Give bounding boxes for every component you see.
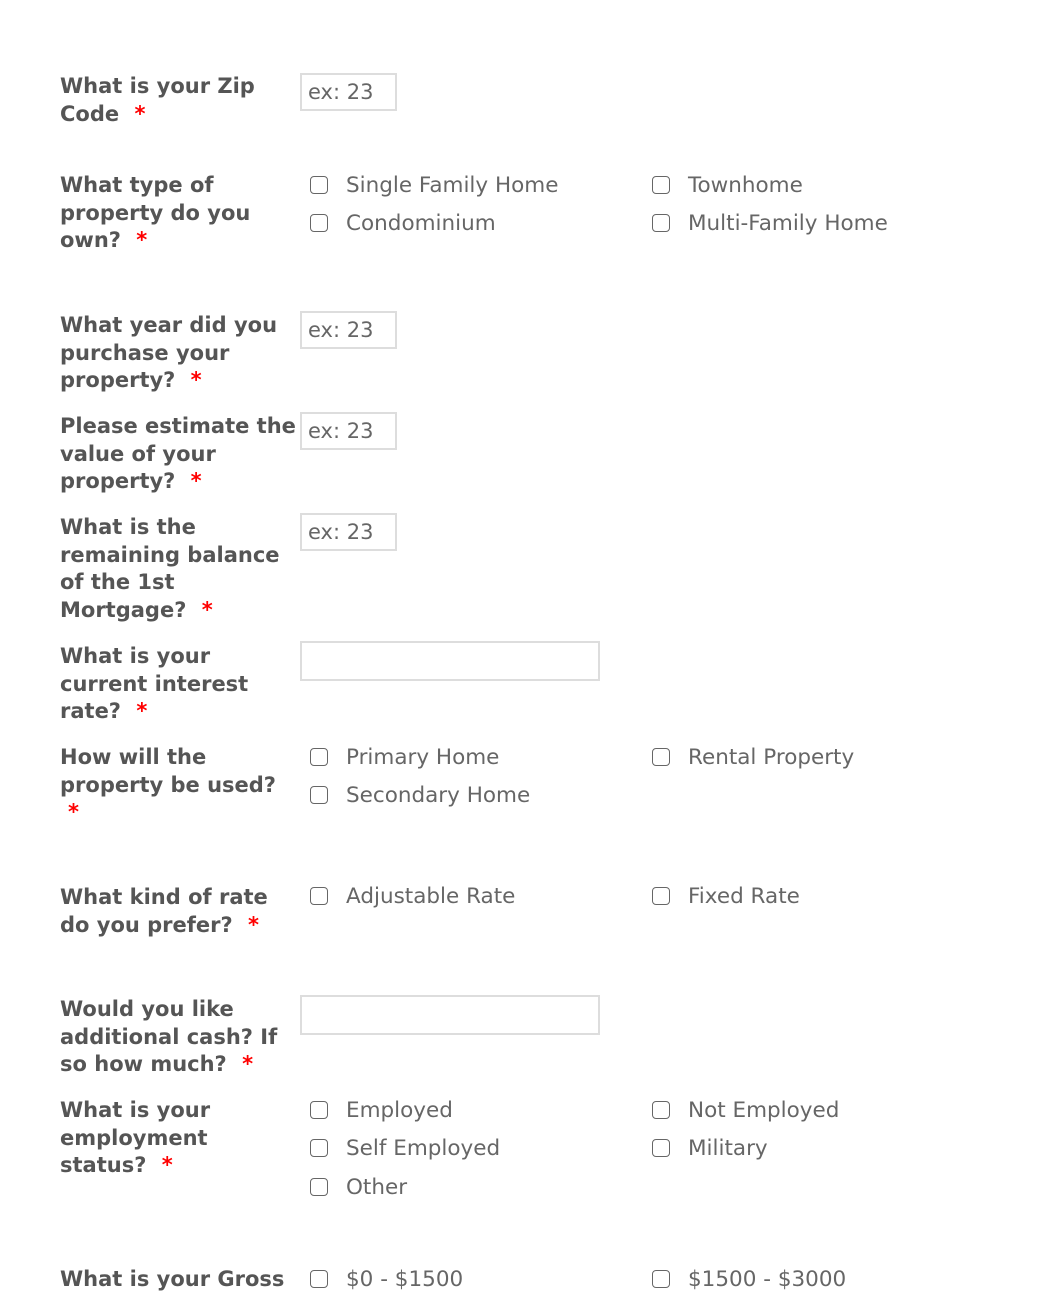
checkbox-option[interactable] (652, 1095, 839, 1125)
checkbox[interactable] (652, 1101, 670, 1119)
checkbox-option[interactable] (310, 881, 515, 911)
label-text: What is your employment status? (60, 1098, 211, 1177)
option-label: $1500 - $3000 (688, 1266, 847, 1292)
option-label: Military (688, 1135, 768, 1161)
checkbox[interactable] (652, 1270, 670, 1288)
label-text: What is your Gross (60, 1267, 285, 1291)
input-placeholder: ex: 23 (308, 80, 374, 104)
label-text: What year did you purchase your property? (60, 313, 278, 392)
option-label: Townhome (688, 172, 803, 198)
option-label: Not Employed (688, 1097, 840, 1123)
question-3-label (60, 413, 300, 496)
required-asterisk: * (248, 912, 259, 937)
checkbox[interactable] (652, 1139, 670, 1157)
label-text: What type of property do you own? (60, 173, 251, 252)
checkbox-option[interactable] (310, 170, 558, 200)
question-6-label (60, 744, 300, 827)
required-asterisk: * (161, 1153, 173, 1177)
checkbox-option[interactable] (310, 208, 496, 238)
option-label: Rental Property (688, 744, 855, 770)
required-asterisk: * (134, 101, 146, 126)
required-asterisk: * (136, 228, 148, 252)
label-text: Please estimate the value of your property? (60, 414, 296, 493)
checkbox-option[interactable] (652, 170, 803, 200)
option-label: Self Employed (346, 1135, 501, 1161)
option-label: $0 - $1500 (346, 1266, 464, 1292)
option-label: Secondary Home (346, 782, 531, 808)
question-2-label (60, 312, 300, 395)
checkbox-option[interactable] (310, 1133, 500, 1163)
question-9-label (60, 1097, 300, 1180)
option-label: Condominium (346, 210, 496, 236)
question-8-input[interactable] (300, 995, 600, 1035)
checkbox-option[interactable] (310, 742, 499, 772)
question-8-label (60, 996, 300, 1079)
option-label: Multi-Family Home (688, 210, 888, 236)
question-5-label (60, 643, 300, 726)
checkbox[interactable] (652, 887, 670, 905)
required-asterisk: * (201, 597, 213, 622)
option-label: Single Family Home (346, 172, 559, 198)
input-placeholder: ex: 23 (308, 318, 374, 342)
required-asterisk: * (136, 699, 148, 723)
checkbox[interactable] (310, 1270, 328, 1288)
checkbox[interactable] (310, 1101, 328, 1119)
question-5-input[interactable] (300, 641, 600, 681)
question-3-input[interactable] (300, 412, 397, 450)
checkbox-option[interactable] (652, 1264, 846, 1294)
checkbox-option[interactable] (652, 742, 854, 772)
question-10-label (60, 1266, 300, 1294)
required-asterisk: * (68, 800, 79, 824)
option-label: Employed (346, 1097, 453, 1123)
checkbox-option[interactable] (310, 1095, 453, 1125)
option-label: Primary Home (346, 744, 500, 770)
checkbox[interactable] (310, 887, 328, 905)
checkbox[interactable] (310, 1139, 328, 1157)
checkbox-option[interactable] (310, 780, 530, 810)
label-text: What is your current interest rate? (60, 644, 249, 723)
checkbox[interactable] (310, 786, 328, 804)
checkbox[interactable] (310, 748, 328, 766)
checkbox[interactable] (310, 1178, 328, 1196)
checkbox[interactable] (652, 176, 670, 194)
label-text: What is the remaining balance of the 1st Mortgage? (60, 515, 280, 622)
option-label: Adjustable Rate (346, 883, 516, 909)
checkbox[interactable] (652, 748, 670, 766)
checkbox-option[interactable] (652, 1133, 768, 1163)
checkbox[interactable] (310, 176, 328, 194)
label-text: What kind of rate do you prefer? (60, 885, 268, 937)
question-0-input[interactable] (300, 73, 397, 111)
checkbox-option[interactable] (310, 1172, 407, 1202)
label-text: Would you like additional cash? If so how much? (60, 997, 278, 1076)
question-7-label (60, 884, 300, 939)
question-4-label (60, 514, 300, 624)
input-placeholder: ex: 23 (308, 419, 374, 443)
label-text: How will the property be used? (60, 745, 276, 797)
option-label: Fixed Rate (688, 883, 800, 909)
checkbox-option[interactable] (310, 1264, 463, 1294)
checkbox-option[interactable] (652, 881, 800, 911)
question-2-input[interactable] (300, 311, 397, 349)
checkbox[interactable] (310, 214, 328, 232)
question-0-label (60, 73, 300, 128)
input-placeholder: ex: 23 (308, 520, 374, 544)
checkbox-option[interactable] (652, 208, 888, 238)
label-text: What is your Zip Code (60, 74, 255, 126)
question-4-input[interactable] (300, 513, 397, 551)
checkbox[interactable] (652, 214, 670, 232)
question-1-label (60, 172, 300, 255)
required-asterisk: * (190, 469, 202, 493)
option-label: Other (346, 1174, 408, 1200)
required-asterisk: * (190, 368, 202, 392)
required-asterisk: * (242, 1052, 254, 1076)
